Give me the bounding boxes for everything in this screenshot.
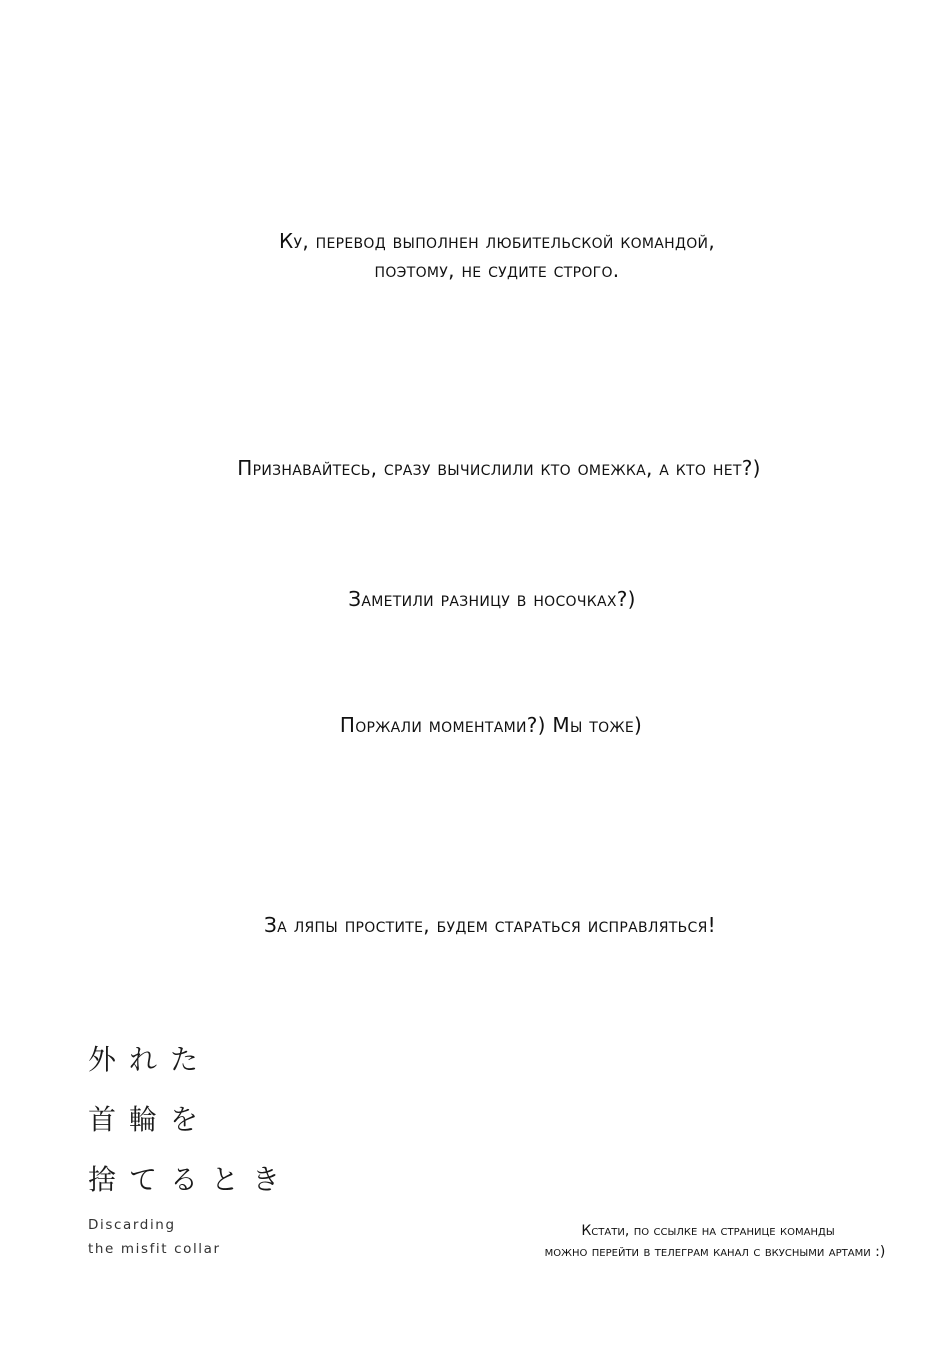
question-laughs: Поржали моментами?) Мы тоже)	[339, 713, 643, 737]
japanese-title-line-2: 首輪を	[88, 1103, 212, 1136]
telegram-note-line-1: Кстати, по ссылке на странице команды	[581, 1223, 835, 1239]
english-title-line-1: Discarding	[88, 1217, 176, 1233]
telegram-note-line-2: можно перейти в телеграм канал с вкусными артами :)	[544, 1244, 886, 1260]
intro-line-1: Ку, перевод выполнен любительской командой,	[279, 229, 715, 253]
question-socks: Заметили разницу в носочках?)	[348, 587, 636, 611]
question-omega: Признавайтесь, сразу вычислили кто омежка, а кто нет?)	[237, 456, 761, 480]
japanese-title-line-3: 捨てるとき	[88, 1163, 294, 1196]
apology-text: За ляпы простите, будем стараться исправляться!	[264, 913, 716, 937]
japanese-title-line-1: 外れた	[88, 1043, 212, 1076]
intro-line-2: поэтому, не судите строго.	[374, 258, 620, 282]
english-title-line-2: the misfit collar	[88, 1241, 221, 1257]
